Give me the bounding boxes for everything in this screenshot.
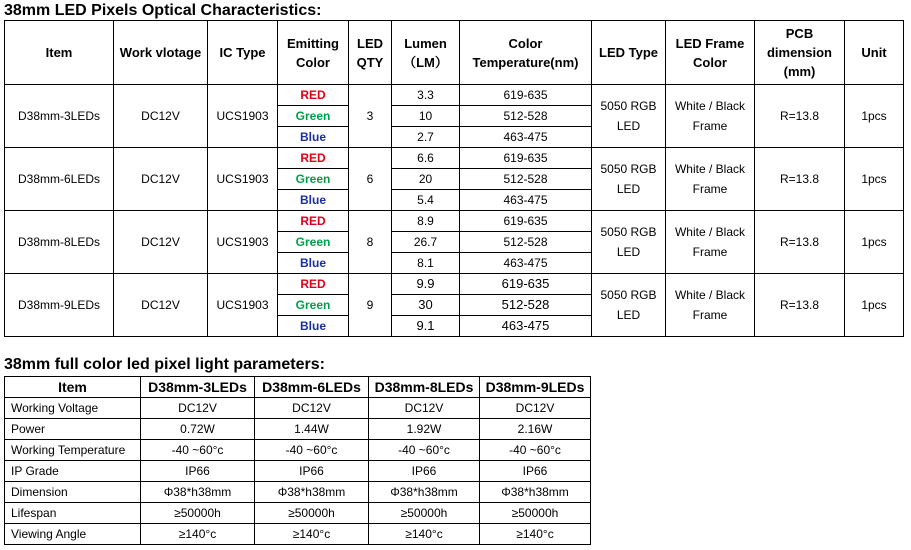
emitting-color-cell: Blue — [278, 253, 349, 274]
parameter-value-cell: ≥50000h — [369, 503, 480, 524]
column-header: LED Frame Color — [666, 21, 755, 85]
emitting-color-cell: Green — [278, 295, 349, 316]
table-header-row — [5, 377, 591, 398]
lumen-cell: 9.1 — [392, 316, 460, 337]
table-header-row — [5, 21, 904, 85]
parameter-label-cell: Lifespan — [5, 503, 141, 524]
table-row — [5, 482, 591, 503]
column-header: D38mm-9LEDs — [480, 377, 591, 398]
parameter-value-cell: ≥140°c — [480, 524, 591, 545]
parameter-value-cell: IP66 — [369, 461, 480, 482]
column-header: Lumen （LM） — [392, 21, 460, 85]
parameter-label-cell: Dimension — [5, 482, 141, 503]
parameter-value-cell: IP66 — [255, 461, 369, 482]
voltage-cell: DC12V — [114, 85, 208, 148]
parameter-value-cell: -40 ~60°c — [255, 440, 369, 461]
voltage-cell: DC12V — [114, 274, 208, 337]
parameter-value-cell: IP66 — [480, 461, 591, 482]
column-header: Item — [5, 21, 114, 85]
pcb-dimension-cell: R=13.8 — [755, 148, 845, 211]
lumen-cell: 20 — [392, 169, 460, 190]
led-qty-cell: 3 — [349, 85, 392, 148]
frame-color-cell: White / Black Frame — [666, 148, 755, 211]
parameter-value-cell: DC12V — [369, 398, 480, 419]
column-header: Color Temperature(nm) — [460, 21, 592, 85]
parameter-value-cell: ≥140°c — [141, 524, 255, 545]
lumen-cell: 30 — [392, 295, 460, 316]
parameter-value-cell: -40 ~60°c — [369, 440, 480, 461]
parameter-value-cell: DC12V — [141, 398, 255, 419]
unit-cell: 1pcs — [845, 274, 904, 337]
unit-cell: 1pcs — [845, 148, 904, 211]
unit-cell: 1pcs — [845, 85, 904, 148]
parameter-label-cell: Working Temperature — [5, 440, 141, 461]
led-qty-cell: 6 — [349, 148, 392, 211]
parameters-table — [4, 376, 591, 545]
parameter-value-cell: Φ38*h38mm — [480, 482, 591, 503]
parameter-value-cell: ≥140°c — [255, 524, 369, 545]
emitting-color-cell: RED — [278, 274, 349, 295]
column-header: PCB dimension (mm) — [755, 21, 845, 85]
table-row — [5, 148, 904, 169]
item-cell: D38mm-9LEDs — [5, 274, 114, 337]
parameter-value-cell: Φ38*h38mm — [369, 482, 480, 503]
emitting-color-cell: Green — [278, 232, 349, 253]
parameter-label-cell: Power — [5, 419, 141, 440]
table-row — [5, 440, 591, 461]
parameter-value-cell: ≥50000h — [255, 503, 369, 524]
table-row — [5, 274, 904, 295]
color-temperature-cell: 619-635 — [460, 85, 592, 106]
emitting-color-cell: RED — [278, 211, 349, 232]
column-header: D38mm-3LEDs — [141, 377, 255, 398]
parameter-value-cell: Φ38*h38mm — [141, 482, 255, 503]
color-temperature-cell: 512-528 — [460, 106, 592, 127]
column-header: Unit — [845, 21, 904, 85]
parameter-value-cell: -40 ~60°c — [141, 440, 255, 461]
parameter-value-cell: 1.44W — [255, 419, 369, 440]
table-row — [5, 85, 904, 106]
color-temperature-cell: 463-475 — [460, 316, 592, 337]
parameter-value-cell: IP66 — [141, 461, 255, 482]
parameter-value-cell: DC12V — [480, 398, 591, 419]
parameter-value-cell: Φ38*h38mm — [255, 482, 369, 503]
led-qty-cell: 8 — [349, 211, 392, 274]
color-temperature-cell: 512-528 — [460, 232, 592, 253]
lumen-cell: 6.6 — [392, 148, 460, 169]
led-type-cell: 5050 RGB LED — [592, 211, 666, 274]
table-row — [5, 461, 591, 482]
column-header: D38mm-6LEDs — [255, 377, 369, 398]
column-header: Item — [5, 377, 141, 398]
column-header: LED Type — [592, 21, 666, 85]
emitting-color-cell: RED — [278, 85, 349, 106]
parameter-label-cell: Viewing Angle — [5, 524, 141, 545]
led-type-cell: 5050 RGB LED — [592, 85, 666, 148]
table-row — [5, 503, 591, 524]
column-header: D38mm-8LEDs — [369, 377, 480, 398]
pcb-dimension-cell: R=13.8 — [755, 85, 845, 148]
parameter-label-cell: IP Grade — [5, 461, 141, 482]
parameter-value-cell: 1.92W — [369, 419, 480, 440]
item-cell: D38mm-3LEDs — [5, 85, 114, 148]
color-temperature-cell: 619-635 — [460, 148, 592, 169]
lumen-cell: 10 — [392, 106, 460, 127]
table-row — [5, 419, 591, 440]
optical-characteristics-table — [4, 20, 904, 337]
color-temperature-cell: 512-528 — [460, 169, 592, 190]
parameter-value-cell: DC12V — [255, 398, 369, 419]
table-row — [5, 524, 591, 545]
parameter-value-cell: ≥140°c — [369, 524, 480, 545]
voltage-cell: DC12V — [114, 148, 208, 211]
led-qty-cell: 9 — [349, 274, 392, 337]
lumen-cell: 2.7 — [392, 127, 460, 148]
frame-color-cell: White / Black Frame — [666, 274, 755, 337]
parameters-title: 38mm full color led pixel light parameters: — [4, 356, 325, 373]
voltage-cell: DC12V — [114, 211, 208, 274]
color-temperature-cell: 619-635 — [460, 274, 592, 295]
column-header: LED QTY — [349, 21, 392, 85]
column-header: Work vlotage — [114, 21, 208, 85]
emitting-color-cell: Green — [278, 106, 349, 127]
led-type-cell: 5050 RGB LED — [592, 274, 666, 337]
unit-cell: 1pcs — [845, 211, 904, 274]
column-header: IC Type — [208, 21, 278, 85]
item-cell: D38mm-6LEDs — [5, 148, 114, 211]
ic-type-cell: UCS1903 — [208, 274, 278, 337]
emitting-color-cell: Blue — [278, 127, 349, 148]
table-row — [5, 211, 904, 232]
lumen-cell: 26.7 — [392, 232, 460, 253]
pcb-dimension-cell: R=13.8 — [755, 274, 845, 337]
lumen-cell: 8.1 — [392, 253, 460, 274]
item-cell: D38mm-8LEDs — [5, 211, 114, 274]
parameter-value-cell: 2.16W — [480, 419, 591, 440]
lumen-cell: 3.3 — [392, 85, 460, 106]
emitting-color-cell: Green — [278, 169, 349, 190]
pcb-dimension-cell: R=13.8 — [755, 211, 845, 274]
lumen-cell: 5.4 — [392, 190, 460, 211]
ic-type-cell: UCS1903 — [208, 211, 278, 274]
column-header: Emitting Color — [278, 21, 349, 85]
frame-color-cell: White / Black Frame — [666, 211, 755, 274]
emitting-color-cell: RED — [278, 148, 349, 169]
lumen-cell: 9.9 — [392, 274, 460, 295]
parameter-value-cell: -40 ~60°c — [480, 440, 591, 461]
parameter-value-cell: ≥50000h — [141, 503, 255, 524]
ic-type-cell: UCS1903 — [208, 148, 278, 211]
color-temperature-cell: 512-528 — [460, 295, 592, 316]
color-temperature-cell: 463-475 — [460, 190, 592, 211]
emitting-color-cell: Blue — [278, 316, 349, 337]
parameter-value-cell: 0.72W — [141, 419, 255, 440]
color-temperature-cell: 463-475 — [460, 127, 592, 148]
color-temperature-cell: 463-475 — [460, 253, 592, 274]
table-row — [5, 398, 591, 419]
parameter-value-cell: ≥50000h — [480, 503, 591, 524]
lumen-cell: 8.9 — [392, 211, 460, 232]
ic-type-cell: UCS1903 — [208, 85, 278, 148]
frame-color-cell: White / Black Frame — [666, 85, 755, 148]
parameter-label-cell: Working Voltage — [5, 398, 141, 419]
color-temperature-cell: 619-635 — [460, 211, 592, 232]
led-type-cell: 5050 RGB LED — [592, 148, 666, 211]
optical-characteristics-title: 38mm LED Pixels Optical Characteristics: — [4, 2, 322, 19]
emitting-color-cell: Blue — [278, 190, 349, 211]
